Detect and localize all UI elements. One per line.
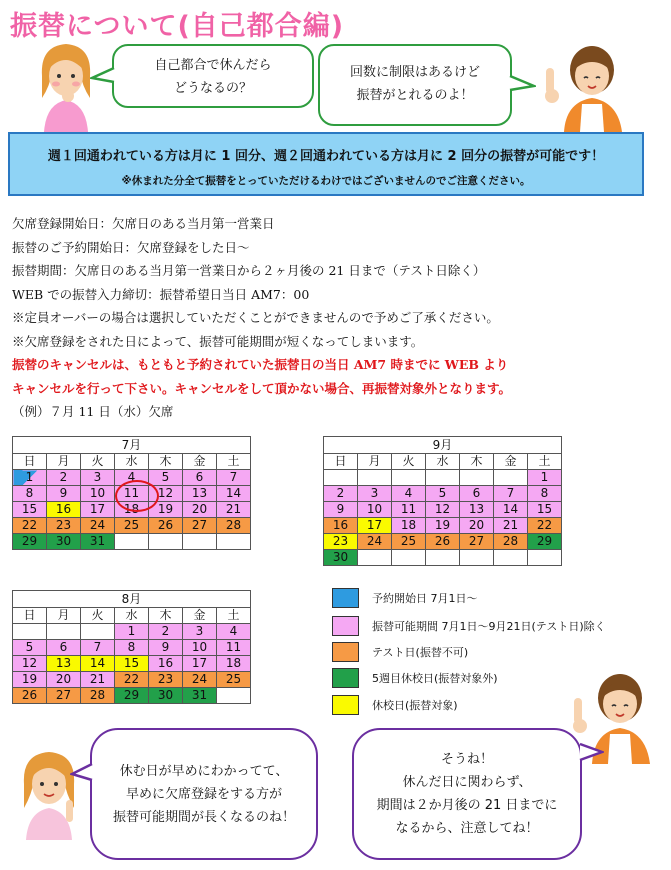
calendar-day-cell: 25 — [115, 518, 149, 534]
calendar-day-cell: 13 — [183, 486, 217, 502]
calendar-day-cell: 1 — [528, 470, 562, 486]
cancel-rule-line: 振替のキャンセルは、もともと予約されていた振替日の当日 AM7 時までに WEB より — [12, 357, 509, 372]
rule-line: ※定員オーバーの場合は選択していただくことができませんので予めご了承ください。 — [12, 310, 499, 325]
calendar-day-cell: 2 — [149, 624, 183, 640]
legend-swatch — [332, 616, 359, 636]
calendar-day-cell: 23 — [149, 672, 183, 688]
cancel-rule-line: キャンセルを行って下さい。キャンセルをして頂かない場合、再振替対象外となります。 — [12, 380, 512, 396]
calendar-day-cell — [460, 550, 494, 566]
calendar-day-cell — [358, 470, 392, 486]
weekday-header: 水 — [115, 608, 149, 624]
calendar-day-cell — [324, 470, 358, 486]
weekday-header: 火 — [392, 454, 426, 470]
calendar-august — [12, 590, 251, 704]
calendar-week-row — [324, 550, 562, 566]
calendar-month-title: 9月 — [324, 437, 562, 454]
calendar-day-cell — [47, 624, 81, 640]
girl-illustration — [16, 744, 82, 840]
calendar-day-cell: 23 — [324, 534, 358, 550]
calendar-day-cell — [183, 534, 217, 550]
calendar-day-cell: 10 — [358, 502, 392, 518]
calendar-day-cell: 22 — [528, 518, 562, 534]
calendar-day-cell: 21 — [217, 502, 251, 518]
calendar-day-cell: 19 — [426, 518, 460, 534]
calendar-day-cell — [494, 470, 528, 486]
weekday-header: 火 — [81, 608, 115, 624]
rule-line: WEB での振替入力締切：振替希望日当日 AM7：00 — [12, 286, 310, 302]
calendar-day-cell: 27 — [460, 534, 494, 550]
calendar-day-cell: 23 — [47, 518, 81, 534]
calendar-day-cell: 2 — [47, 470, 81, 486]
weekday-header: 金 — [183, 608, 217, 624]
calendar-day-cell: 9 — [149, 640, 183, 656]
weekday-header: 月 — [47, 454, 81, 470]
rule-line: ※欠席登録をされた日によって、振替可能期間が短くなってしまいます。 — [12, 333, 424, 349]
calendar-day-cell: 21 — [494, 518, 528, 534]
calendar-week-row — [13, 534, 251, 550]
weekday-header: 木 — [460, 454, 494, 470]
calendar-day-cell: 24 — [81, 518, 115, 534]
calendar-day-cell: 27 — [47, 688, 81, 704]
calendar-day-cell: 6 — [47, 640, 81, 656]
calendar-day-cell: 7 — [81, 640, 115, 656]
calendar-day-cell: 22 — [13, 518, 47, 534]
legend-swatch — [332, 695, 359, 715]
weekday-header: 木 — [149, 454, 183, 470]
weekday-header: 土 — [528, 454, 562, 470]
calendar-day-cell: 8 — [13, 486, 47, 502]
calendar-week-row — [13, 672, 251, 688]
calendar-day-cell — [460, 470, 494, 486]
calendar-day-cell: 26 — [13, 688, 47, 704]
rule-line: 振替期間：欠席日のある当月第一営業日から２ヶ月後の 21 日まで（テスト日除く） — [12, 263, 486, 278]
example-line: （例）７月 11 日（水）欠席 — [12, 404, 174, 419]
weekday-header: 月 — [47, 608, 81, 624]
calendar-day-cell: 7 — [494, 486, 528, 502]
weekday-header-row — [13, 608, 251, 624]
calendar-day-cell: 14 — [494, 502, 528, 518]
legend-swatch — [332, 668, 359, 688]
calendar-day-cell — [217, 534, 251, 550]
legend-swatch — [332, 588, 359, 608]
weekday-header: 月 — [358, 454, 392, 470]
calendar-day-cell: 5 — [149, 470, 183, 486]
weekday-header: 土 — [217, 454, 251, 470]
calendar-day-cell: 1 — [13, 470, 47, 486]
calendar-day-cell: 9 — [47, 486, 81, 502]
calendar-day-cell: 30 — [149, 688, 183, 704]
calendar-month-title: 8月 — [13, 591, 251, 608]
info-box — [8, 132, 644, 196]
weekday-header: 水 — [115, 454, 149, 470]
calendar-day-cell: 27 — [183, 518, 217, 534]
calendar-day-cell: 25 — [392, 534, 426, 550]
absence-day-circle — [115, 480, 159, 512]
bubble-tail — [508, 74, 536, 94]
calendar-day-cell: 13 — [460, 502, 494, 518]
calendar-day-cell: 26 — [426, 534, 460, 550]
weekday-header: 金 — [494, 454, 528, 470]
calendar-day-cell: 26 — [149, 518, 183, 534]
calendar-day-cell: 17 — [358, 518, 392, 534]
calendar-day-cell: 3 — [81, 470, 115, 486]
calendar-day-cell — [392, 470, 426, 486]
info-note: ※休まれた分全て振替をとっていただけるわけではございませんのでご注意ください。 — [121, 175, 531, 187]
calendar-day-cell: 12 — [13, 656, 47, 672]
calendar-day-cell: 15 — [528, 502, 562, 518]
calendar-day-cell — [115, 534, 149, 550]
calendar-day-cell: 30 — [47, 534, 81, 550]
calendar-day-cell: 3 — [183, 624, 217, 640]
calendar-week-row — [13, 518, 251, 534]
calendar-day-cell: 31 — [183, 688, 217, 704]
calendar-day-cell: 5 — [13, 640, 47, 656]
calendar-day-cell — [149, 534, 183, 550]
calendar-day-cell: 15 — [13, 502, 47, 518]
calendar-month-row — [13, 437, 251, 454]
calendar-day-cell — [217, 688, 251, 704]
calendar-day-cell: 11 — [392, 502, 426, 518]
calendar-day-cell — [358, 550, 392, 566]
legend-swatch — [332, 642, 359, 662]
bubble-tail — [70, 762, 94, 784]
calendar-day-cell: 7 — [217, 470, 251, 486]
calendar-day-cell: 29 — [528, 534, 562, 550]
calendar-day-cell: 29 — [13, 534, 47, 550]
calendar-day-cell: 30 — [324, 550, 358, 566]
calendar-day-cell: 29 — [115, 688, 149, 704]
calendar-day-cell: 16 — [324, 518, 358, 534]
calendar-day-cell: 20 — [183, 502, 217, 518]
calendar-day-cell: 5 — [426, 486, 460, 502]
calendar-week-row — [13, 624, 251, 640]
rule-line: 欠席登録開始日：欠席日のある当月第一営業日 — [12, 216, 275, 231]
calendar-day-cell: 17 — [81, 502, 115, 518]
calendar-day-cell — [528, 550, 562, 566]
calendar-day-cell — [81, 624, 115, 640]
calendar-day-cell: 9 — [324, 502, 358, 518]
weekday-header: 日 — [324, 454, 358, 470]
calendar-day-cell: 6 — [183, 470, 217, 486]
calendar-day-cell: 18 — [217, 656, 251, 672]
calendar-day-cell: 18 — [392, 518, 426, 534]
calendar-day-cell: 6 — [460, 486, 494, 502]
rule-line: 振替のご予約開始日：欠席登録をした日～ — [12, 239, 250, 255]
calendar-day-cell — [426, 550, 460, 566]
calendar-day-cell: 12 — [149, 486, 183, 502]
calendar-month-row — [13, 591, 251, 608]
calendar-day-cell: 22 — [115, 672, 149, 688]
speech-bubble-girl: 休む日が早めにわかってて、 早めに欠席登録をする方が 振替可能期間が長くなるのね！ — [90, 728, 318, 860]
calendar-day-cell: 4 — [392, 486, 426, 502]
calendar-day-cell — [426, 470, 460, 486]
calendar-day-cell: 24 — [183, 672, 217, 688]
calendar-day-cell: 12 — [426, 502, 460, 518]
weekday-header: 火 — [81, 454, 115, 470]
calendar-day-cell — [494, 550, 528, 566]
calendar-week-row — [324, 502, 562, 518]
calendar-week-row — [13, 640, 251, 656]
weekday-header: 日 — [13, 608, 47, 624]
calendar-day-cell: 8 — [115, 640, 149, 656]
teacher-woman-illustration — [540, 40, 630, 132]
speech-bubble-teacher: そうね！ 休んだ日に関わらず、 期間は２か月後の 21 日までに なるから、注意してね！ — [352, 728, 582, 860]
calendar-day-cell: 8 — [528, 486, 562, 502]
calendar-month-row — [324, 437, 562, 454]
calendar-day-cell: 10 — [81, 486, 115, 502]
calendar-day-cell: 19 — [149, 502, 183, 518]
speech-bubble-answer: 回数に制限はあるけど 振替がとれるのよ！ — [318, 44, 512, 126]
calendar-day-cell: 18 — [115, 502, 149, 518]
rules-text — [12, 212, 511, 424]
calendar-day-cell: 28 — [494, 534, 528, 550]
calendar-day-cell — [13, 624, 47, 640]
calendar-day-cell: 16 — [47, 502, 81, 518]
calendar-day-cell — [392, 550, 426, 566]
weekday-header-row — [13, 454, 251, 470]
calendar-day-cell: 17 — [183, 656, 217, 672]
calendar-day-cell: 25 — [217, 672, 251, 688]
calendar-week-row — [324, 518, 562, 534]
weekday-header: 日 — [13, 454, 47, 470]
calendar-week-row — [324, 486, 562, 502]
bubble-tail — [578, 742, 604, 764]
calendar-week-row — [324, 534, 562, 550]
calendar-day-cell: 28 — [81, 688, 115, 704]
weekday-header-row — [324, 454, 562, 470]
calendar-day-cell: 20 — [47, 672, 81, 688]
girl-thinking-illustration — [34, 36, 98, 132]
calendar-week-row — [324, 470, 562, 486]
calendar-day-cell: 10 — [183, 640, 217, 656]
speech-bubble-question: 自己都合で休んだら どうなるの？ — [112, 44, 314, 108]
weekday-header: 水 — [426, 454, 460, 470]
calendar-day-cell: 3 — [358, 486, 392, 502]
page-title: 振替について(自己都合編) — [10, 11, 345, 42]
calendar-day-cell: 14 — [81, 656, 115, 672]
calendar-day-cell: 4 — [115, 470, 149, 486]
calendar-day-cell: 16 — [149, 656, 183, 672]
bubble-tail — [90, 66, 116, 86]
calendar-day-cell: 28 — [217, 518, 251, 534]
weekday-header: 金 — [183, 454, 217, 470]
calendar-day-cell: 13 — [47, 656, 81, 672]
calendar-month-title: 7月 — [13, 437, 251, 454]
calendar-day-cell: 14 — [217, 486, 251, 502]
calendar-september — [323, 436, 562, 566]
calendar-day-cell: 15 — [115, 656, 149, 672]
calendar-week-row — [13, 688, 251, 704]
calendar-week-row — [13, 656, 251, 672]
calendar-day-cell: 20 — [460, 518, 494, 534]
calendar-day-cell: 11 — [115, 486, 149, 502]
calendar-day-cell: 21 — [81, 672, 115, 688]
weekday-header: 木 — [149, 608, 183, 624]
calendar-day-cell: 11 — [217, 640, 251, 656]
calendar-day-cell: 4 — [217, 624, 251, 640]
calendar-day-cell: 19 — [13, 672, 47, 688]
info-line: 週１回通われている方は月に 1 回分、週２回通われている方は月に 2 回分の振替が可能です！ — [47, 149, 605, 164]
calendar-day-cell: 2 — [324, 486, 358, 502]
calendar-day-cell: 1 — [115, 624, 149, 640]
calendar-day-cell: 24 — [358, 534, 392, 550]
calendar-day-cell: 31 — [81, 534, 115, 550]
weekday-header: 土 — [217, 608, 251, 624]
